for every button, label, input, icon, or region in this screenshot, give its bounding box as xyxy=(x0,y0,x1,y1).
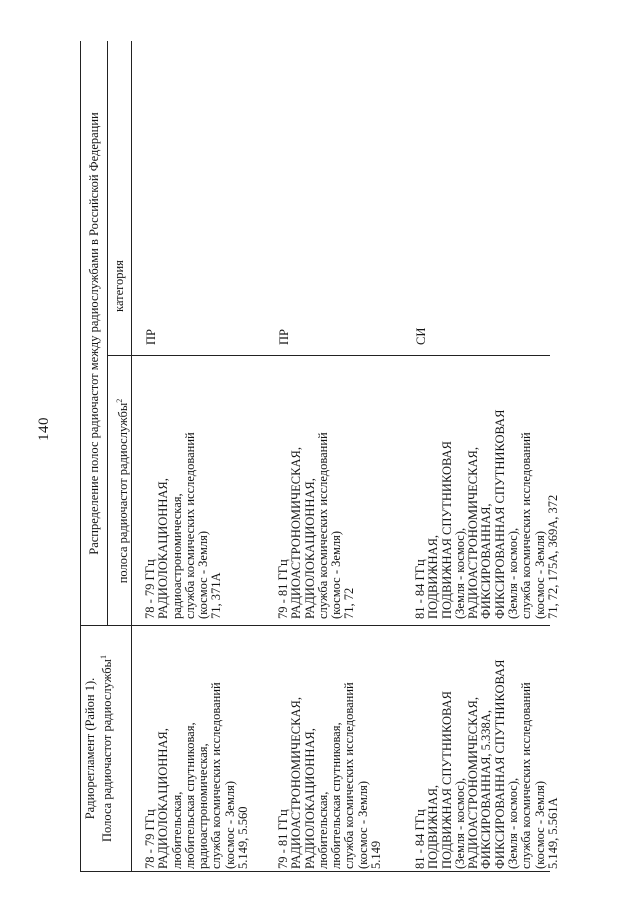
row-3-category: СИ xyxy=(414,327,428,345)
header-regulations-line2: Полоса радиочастот радиослужбы$^1$ xyxy=(99,655,115,842)
row-1-russia-band: 78 - 79 ГГц РАДИОЛОКАЦИОННАЯ, радиоастрономическая, служба космических исследований (космос - Земля) 71, 371А xyxy=(143,432,224,619)
header-band: полоса радиочастот радиослужбы$^2$ xyxy=(115,398,131,584)
header-category: категория xyxy=(112,260,126,312)
row-2-russia-band: 79 - 81 ГГц РАДИОАСТРОНОМИЧЕСКАЯ, РАДИОЛОКАЦИОННАЯ, служба космических исследований (космос - Земля) 71, 72 xyxy=(276,432,357,619)
subheader-rule xyxy=(107,41,108,626)
footnote-2: 2 xyxy=(115,398,124,403)
header-regulations-line1: Радиорегламент (Район 1). xyxy=(83,677,97,820)
column-divider-main xyxy=(80,625,550,626)
row-2-regulations: 79 - 81 ГГц РАДИОАСТРОНОМИЧЕСКАЯ, РАДИОЛОКАЦИОННАЯ, любительская, любительская спутниковая, служба космических исследований (космос - Земля) 5.149 xyxy=(276,682,384,869)
column-divider-category xyxy=(107,355,550,356)
row-3-russia-band: 81 - 84 ГГц ПОДВИЖНАЯ, ПОДВИЖНАЯ СПУТНИКОВАЯ (Земля - космос), РАДИОАСТРОНОМИЧЕСКАЯ, ФИКСИРОВАННАЯ, ФИКСИРОВАННАЯ СПУТНИКОВАЯ (Земля - космос), служба космических исследований (космос - Земля) 71, 72, 175А, 369А, 372 xyxy=(413,409,560,619)
rotated-page-content xyxy=(80,42,560,872)
header-bottom-rule xyxy=(131,41,132,871)
table-top-rule xyxy=(80,41,81,871)
row-3-regulations: 81 - 84 ГГц ПОДВИЖНАЯ, ПОДВИЖНАЯ СПУТНИКОВАЯ (Земля - космос), РАДИОАСТРОНОМИЧЕСКАЯ, ФИКСИРОВАННАЯ, 5.338А, ФИКСИРОВАННАЯ СПУТНИКОВАЯ (Земля - космос), служба космических исследований (космос - Земля) 5.149, 5.561А xyxy=(413,659,560,869)
header-regulations xyxy=(84,626,114,871)
header-russia-allocation: Распределение полос радиочастот между радиослужбами в Российской Федерации xyxy=(87,112,101,555)
row-2-category: ПР xyxy=(277,329,291,345)
row-1-category: ПР xyxy=(144,329,158,345)
row-1-regulations: 78 - 79 ГГц РАДИОЛОКАЦИОННАЯ, любительская, любительская спутниковая, радиоастрономическая, служба космических исследований (космос - Земля) 5.149, 5.560 xyxy=(143,682,251,869)
page-number: 140 xyxy=(36,417,52,441)
frequency-allocation-table xyxy=(80,41,560,872)
footnote-1: 1 xyxy=(99,655,108,660)
